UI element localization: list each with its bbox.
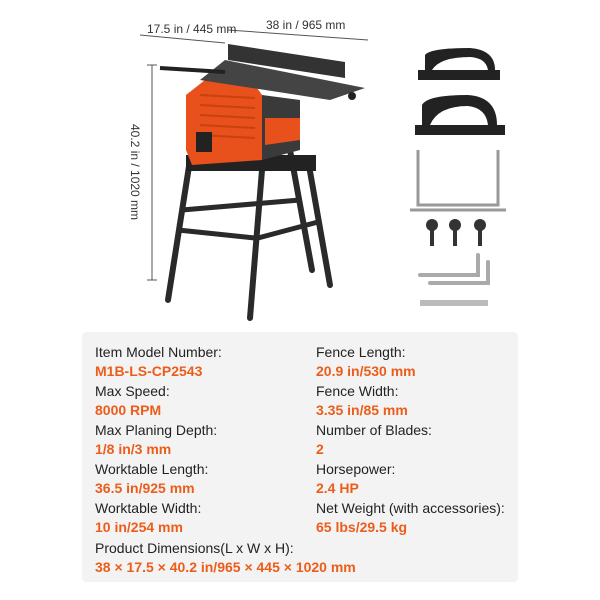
spec-label: Fence Length: — [316, 344, 406, 360]
motor-housing — [186, 80, 262, 165]
spec-label: Number of Blades: — [316, 422, 432, 438]
spec-label: Worktable Width: — [95, 500, 202, 516]
hex-keys — [420, 255, 488, 283]
push-blocks — [415, 48, 505, 135]
spec-label: Horsepower: — [316, 461, 396, 477]
spec-value: 3.35 in/85 mm — [316, 402, 408, 418]
spec-label: Fence Width: — [316, 383, 399, 399]
spec-value: 8000 RPM — [95, 402, 162, 418]
spec-label: Net Weight (with accessories): — [316, 500, 505, 516]
spec-value: 65 lbs/29.5 kg — [316, 519, 408, 535]
spec-value: 20.9 in/530 mm — [316, 363, 416, 379]
spec-value: 36.5 in/925 mm — [95, 480, 195, 496]
spec-value: 2 — [316, 441, 324, 457]
spec-value: 10 in/254 mm — [95, 519, 183, 535]
length-dimension-label: 38 in / 965 mm — [266, 18, 346, 32]
depth-dimension-label: 17.5 in / 445 mm — [147, 22, 237, 36]
spec-label: Max Planing Depth: — [95, 422, 218, 438]
lock-knobs — [426, 219, 486, 246]
spec-label: Item Model Number: — [95, 344, 222, 360]
height-dimension-label: 40.2 in / 1020 mm — [128, 124, 142, 221]
product-dimensions-label: Product Dimensions(L x W x H): — [95, 540, 294, 556]
spec-label: Max Speed: — [95, 383, 170, 399]
stand-legs — [168, 150, 330, 318]
spec-label: Worktable Length: — [95, 461, 209, 477]
spec-value: 2.4 HP — [316, 480, 359, 496]
spec-value: 1/8 in/3 mm — [95, 441, 172, 457]
power-switch — [196, 132, 212, 152]
table-knob — [348, 92, 356, 100]
product-dimensions-value: 38 × 17.5 × 40.2 in/965 × 445 × 1020 mm — [95, 559, 356, 575]
stand-braces — [178, 200, 318, 238]
blade-bracket — [410, 150, 506, 210]
spec-value: M1B-LS-CP2543 — [95, 363, 203, 379]
wrench — [420, 300, 488, 306]
